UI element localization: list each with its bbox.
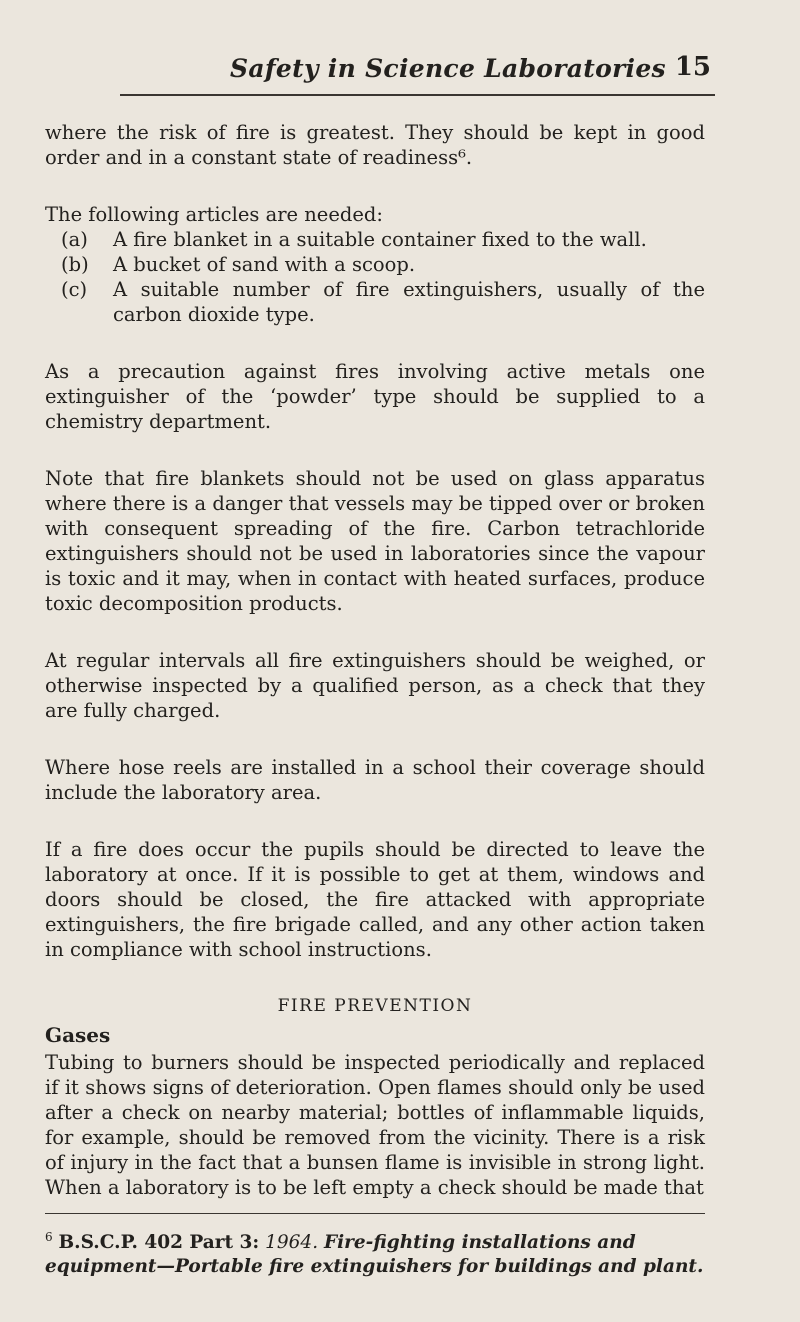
page-number: 15 [674,52,711,82]
paragraph-fire-blanket-note: Note that fire blankets should not be used on glass apparatus where there is a danger that vessels may be tipped over or broken with consequent spreading of the fire. Carbon tetrachloride extinguishers should not be used in laboratories since the vapour is toxic and it may, when in contact with heated surfaces, produce toxic decomposition products. [45,467,705,615]
section-heading: FIRE PREVENTION [277,996,473,1016]
paragraph-gases: Tubing to burners should be inspected periodically and replaced if it shows signs of deterioration. Open flames should only be used after a check on nearby material; bottles of inflammable liquids, for example, should be removed from the vicinity. There is a risk of injury in the fact that a bunsen flame is invisible in strong light. When a laboratory is to be left empty a check should be made that [45,1051,705,1199]
articles-intro: The following articles are needed: [45,203,383,226]
paragraph-inspection: At regular intervals all fire extinguishers should be weighed, or otherwise inspected by a qualified person, as a check that they are fully charged. [45,649,705,722]
list-marker: (c) [61,278,88,301]
subsection-heading: Gases [45,1023,111,1047]
list-item [45,227,705,252]
footnote-divider [45,1213,705,1214]
articles-list [45,227,705,327]
page-header [120,50,715,96]
page-body [45,120,705,1200]
list-item-text: A suitable number of fire extinguishers, usually of the carbon dioxide type. [113,278,705,326]
footnote-source: B.S.C.P. 402 Part 3: [58,1232,260,1254]
footnote-number: 6 [45,1230,53,1244]
paragraph-hose-reels: Where hose reels are installed in a school their coverage should include the laboratory area. [45,756,705,804]
list-marker: (b) [61,253,89,276]
footnote [45,1225,705,1279]
list-item [45,252,705,277]
footnote-title: Fire-fighting installations and equipment—Portable fire extinguishers for buildings and plant. [45,1232,704,1278]
list-item-text: A fire blanket in a suitable container fixed to the wall. [113,228,647,251]
paragraph-powder-extinguisher: As a precaution against fires involving active metals one extinguisher of the ‘powder’ type should be supplied to a chemistry department. [45,360,705,433]
paragraph-evacuation: If a fire does occur the pupils should be directed to leave the laboratory at once. If it is possible to get at them, windows and doors should be closed, the fire attacked with appropriate extinguishers, the fire brigade called, and any other action taken in compliance with school instructions. [45,838,705,961]
paragraph-fire-readiness: where the risk of fire is greatest. They should be kept in good order and in a constant state of readiness⁶. [45,121,705,169]
list-item-text: A bucket of sand with a scoop. [113,253,416,276]
list-item [45,277,705,327]
list-marker: (a) [61,228,88,251]
footnote-year: 1964. [265,1232,319,1254]
running-head: Safety in Science Laboratories [230,54,666,83]
